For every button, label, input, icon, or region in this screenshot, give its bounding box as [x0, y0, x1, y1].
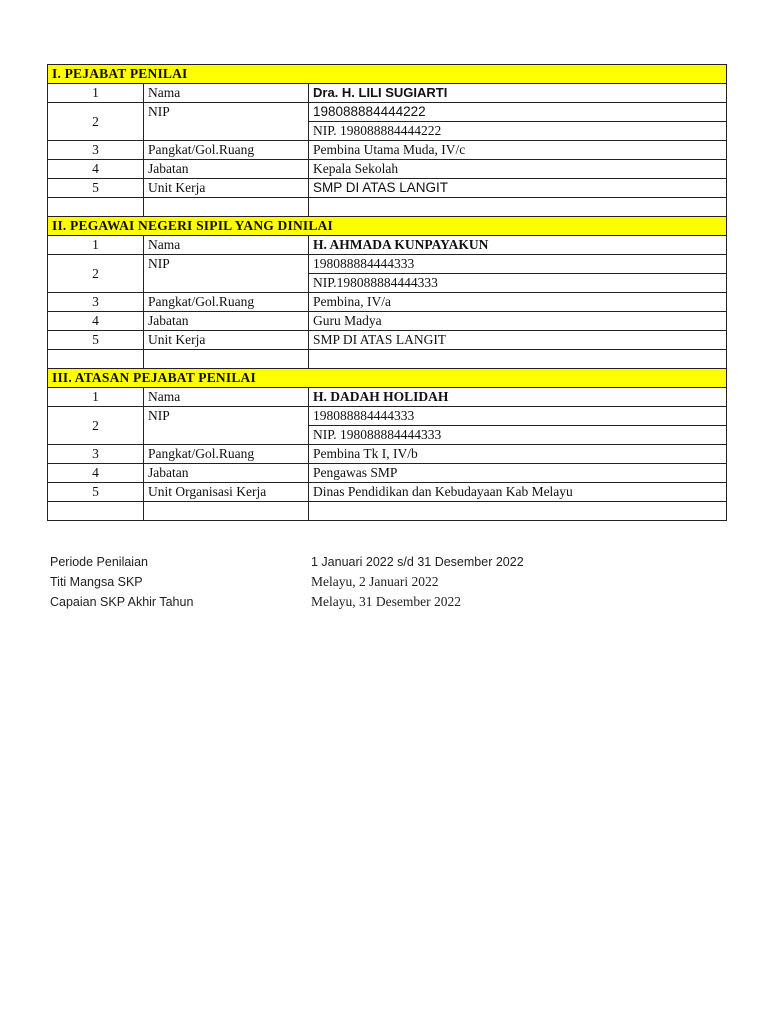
table-row-empty [48, 350, 727, 369]
table-row [48, 236, 727, 255]
row-value: Dra. H. LILI SUGIARTI [309, 84, 727, 103]
section-title: I. PEJABAT PENILAI [48, 65, 727, 84]
row-label: Pangkat/Gol.Ruang [144, 141, 309, 160]
row-number: 4 [48, 312, 144, 331]
row-value: Dinas Pendidikan dan Kebudayaan Kab Melayu [309, 483, 727, 502]
table-row [48, 331, 727, 350]
table-row [48, 255, 727, 274]
table-row [48, 84, 727, 103]
table-row [48, 141, 727, 160]
table-row [48, 179, 727, 198]
table-row [48, 407, 727, 426]
row-value: H. AHMADA KUNPAYAKUN [309, 236, 727, 255]
section-header-atasan [48, 369, 727, 388]
row-number: 3 [48, 141, 144, 160]
table-row [48, 103, 727, 122]
row-value: H. DADAH HOLIDAH [309, 388, 727, 407]
row-label: Jabatan [144, 160, 309, 179]
row-value: 198088884444222 [309, 103, 727, 122]
row-number: 1 [48, 84, 144, 103]
row-value: NIP. 198088884444333 [309, 426, 727, 445]
section-header-penilai [48, 65, 727, 84]
row-label: Nama [144, 388, 309, 407]
row-label: NIP [144, 103, 309, 141]
row-value: Guru Madya [309, 312, 727, 331]
info-value: Melayu, 2 Januari 2022 [311, 574, 439, 589]
row-value: 198088884444333 [309, 407, 727, 426]
section-header-pegawai [48, 217, 727, 236]
info-label: Periode Penilaian [50, 555, 148, 569]
row-label: Jabatan [144, 464, 309, 483]
row-label: Unit Kerja [144, 331, 309, 350]
table-row-empty [48, 198, 727, 217]
row-value: NIP. 198088884444222 [309, 122, 727, 141]
row-label: Pangkat/Gol.Ruang [144, 445, 309, 464]
table-row [48, 160, 727, 179]
info-label: Titi Mangsa SKP [50, 575, 143, 589]
row-label: Pangkat/Gol.Ruang [144, 293, 309, 312]
row-value: Pengawas SMP [309, 464, 727, 483]
row-value: SMP DI ATAS LANGIT [309, 331, 727, 350]
info-row-periode [50, 552, 730, 572]
table-row [48, 293, 727, 312]
row-value: SMP DI ATAS LANGIT [309, 179, 727, 198]
section-title: II. PEGAWAI NEGERI SIPIL YANG DINILAI [48, 217, 727, 236]
row-number: 5 [48, 179, 144, 198]
table-row-empty [48, 502, 727, 521]
row-number: 2 [48, 255, 144, 293]
row-number: 1 [48, 388, 144, 407]
row-value: Pembina Utama Muda, IV/c [309, 141, 727, 160]
section-title: III. ATASAN PEJABAT PENILAI [48, 369, 727, 388]
row-label: Nama [144, 84, 309, 103]
assessment-info [50, 552, 730, 612]
row-label: NIP [144, 255, 309, 293]
table-row [48, 445, 727, 464]
row-label: Unit Kerja [144, 179, 309, 198]
table-row [48, 388, 727, 407]
row-value: Kepala Sekolah [309, 160, 727, 179]
row-number: 5 [48, 483, 144, 502]
row-number: 4 [48, 160, 144, 179]
info-row-titi-mangsa [50, 572, 730, 592]
row-number: 3 [48, 293, 144, 312]
row-number: 3 [48, 445, 144, 464]
info-row-capaian [50, 592, 730, 612]
info-value: 1 Januari 2022 s/d 31 Desember 2022 [311, 555, 524, 569]
row-value: 198088884444333 [309, 255, 727, 274]
row-number: 2 [48, 103, 144, 141]
row-label: Jabatan [144, 312, 309, 331]
row-number: 4 [48, 464, 144, 483]
row-value: Pembina, IV/a [309, 293, 727, 312]
table-row [48, 312, 727, 331]
info-value: Melayu, 31 Desember 2022 [311, 594, 461, 609]
skp-identity-table [47, 64, 727, 521]
row-number: 2 [48, 407, 144, 445]
row-number: 1 [48, 236, 144, 255]
row-label: Unit Organisasi Kerja [144, 483, 309, 502]
row-number: 5 [48, 331, 144, 350]
row-value: Pembina Tk I, IV/b [309, 445, 727, 464]
row-value: NIP.198088884444333 [309, 274, 727, 293]
table-row [48, 464, 727, 483]
table-row [48, 483, 727, 502]
row-label: NIP [144, 407, 309, 445]
row-label: Nama [144, 236, 309, 255]
info-label: Capaian SKP Akhir Tahun [50, 595, 194, 609]
